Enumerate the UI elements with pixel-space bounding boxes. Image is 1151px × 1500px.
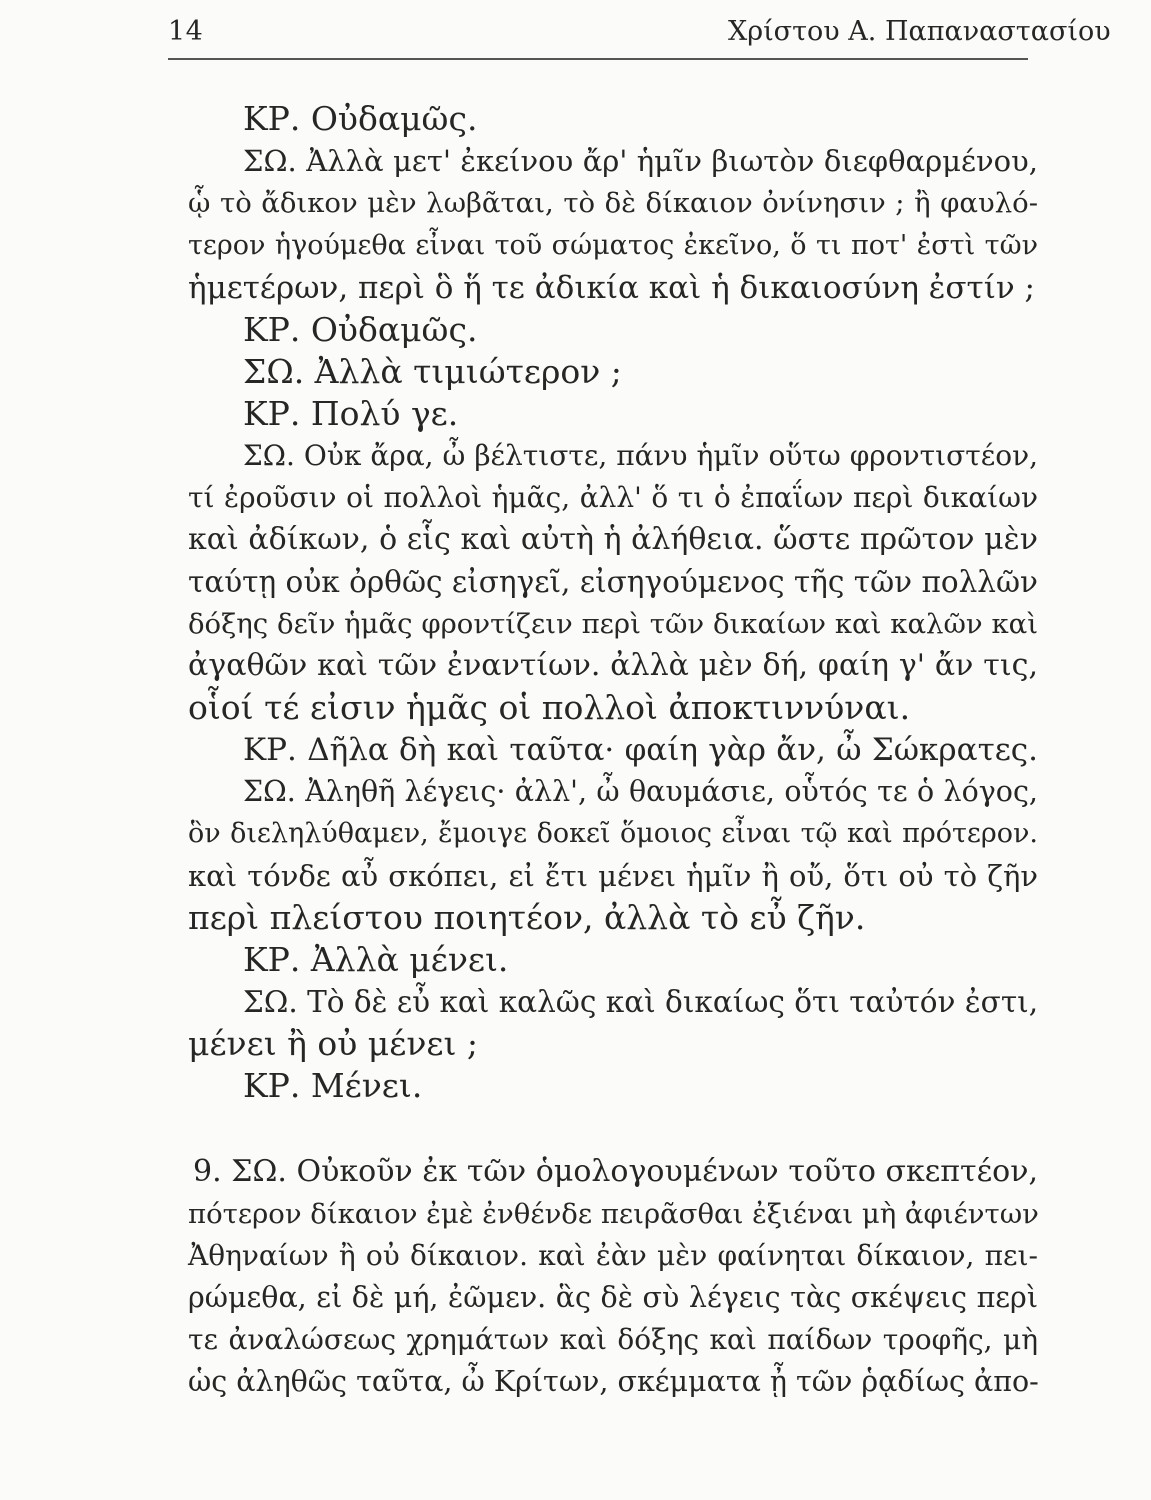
text-line: τί ἐροῦσιν οἱ πολλοὶ ἡμᾶς, ἀλλ' ὅ τι ὁ ἐπαΐων περὶ δικαίων — [188, 481, 1038, 514]
text-line: ταύτῃ οὐκ ὀρθῶς εἰσηγεῖ, εἰσηγούμενος τῆς τῶν πολλῶν — [188, 565, 1038, 599]
page-number: 14 — [168, 16, 204, 47]
text-line: ρώμεθα, εἰ δὲ μή, ἐῶμεν. ἃς δὲ σὺ λέγεις τὰς σκέψεις περὶ — [188, 1281, 1038, 1314]
text-line: ΚΡ. Ἀλλὰ μένει. — [243, 940, 509, 979]
text-line: καὶ τόνδε αὖ σκόπει, εἰ ἔτι μένει ἡμῖν ἢ οὔ, ὅτι οὐ τὸ ζῆν — [188, 859, 1038, 893]
text-line: ΚΡ. Οὐδαμῶς. — [243, 99, 478, 138]
text-line: οἷοί τέ εἰσιν ἡμᾶς οἱ πολλοὶ ἀποκτιννύναι. — [188, 688, 911, 727]
text-line: ὃν διεληλύθαμεν, ἔμοιγε δοκεῖ ὅμοιος εἶναι τῷ καὶ πρότερον. — [188, 818, 1038, 849]
text-line: ὡς ἀληθῶς ταῦτα, ὦ Κρίτων, σκέμματα ᾖ τῶν ῥᾳδίως ἀπο- — [188, 1365, 1039, 1398]
text-line: ΣΩ. Ἀλλὰ τιμιώτερον ; — [243, 352, 622, 391]
running-title: Χρίστου Α. Παπαναστασίου — [728, 16, 1111, 47]
text-line: ΚΡ. Μένει. — [243, 1066, 423, 1105]
text-line: καὶ ἀδίκων, ὁ εἷς καὶ αὐτὴ ἡ ἀλήθεια. ὥστε πρῶτον μὲν — [188, 522, 1038, 557]
text-line: ᾧ τὸ ἄδικον μὲν λωβᾶται, τὸ δὲ δίκαιον ὀνίνησιν ; ἢ φαυλό- — [188, 187, 1038, 219]
text-line: ΣΩ. Ἀληθῆ λέγεις· ἀλλ', ὦ θαυμάσιε, οὗτός τε ὁ λόγος, — [243, 775, 1038, 808]
text-line: ΣΩ. Τὸ δὲ εὖ καὶ καλῶς καὶ δικαίως ὅτι ταὐτόν ἐστι, — [243, 985, 1039, 1019]
text-line: ΚΡ. Πολύ γε. — [243, 394, 459, 433]
text-line: περὶ πλείστου ποιητέον, ἀλλὰ τὸ εὖ ζῆν. — [188, 898, 866, 937]
text-line: ΣΩ. Οὐκ ἄρα, ὦ βέλτιστε, πάνυ ἡμῖν οὕτω φροντιστέον, — [243, 439, 1038, 472]
text-line: ἀγαθῶν καὶ τῶν ἐναντίων. ἀλλὰ μὲν δή, φαίη γ' ἄν τις, — [188, 648, 1038, 683]
text-line: ἡμετέρων, περὶ ὃ ἥ τε ἀδικία καὶ ἡ δικαιοσύνη ἐστίν ; — [188, 270, 1036, 306]
text-line: δόξης δεῖν ἡμᾶς φροντίζειν περὶ τῶν δικαίων καὶ καλῶν καὶ — [188, 608, 1038, 640]
header-divider — [168, 58, 1028, 60]
text-line: ΚΡ. Δῆλα δὴ καὶ ταῦτα· φαίη γὰρ ἄν, ὦ Σώκρατες. — [243, 732, 1038, 768]
text-line: Ἀθηναίων ἢ οὐ δίκαιον. καὶ ἐὰν μὲν φαίνηται δίκαιον, πει- — [188, 1239, 1038, 1272]
text-line: ΚΡ. Οὐδαμῶς. — [243, 310, 478, 349]
text-line: τερον ἡγούμεθα εἶναι τοῦ σώματος ἐκεῖνο, ὅ τι ποτ' ἐστὶ τῶν — [188, 230, 1038, 261]
text-line: ΣΩ. Ἀλλὰ μετ' ἐκείνου ἄρ' ἡμῖν βιωτὸν διεφθαρμένου, — [243, 144, 1038, 178]
text-line: μένει ἢ οὐ μένει ; — [188, 1024, 479, 1063]
text-line: τε ἀναλώσεως χρημάτων καὶ δόξης καὶ παίδων τροφῆς, μὴ — [188, 1323, 1038, 1356]
text-line: πότερον δίκαιον ἐμὲ ἐνθένδε πειρᾶσθαι ἐξιέναι μὴ ἀφιέντων — [188, 1198, 1039, 1230]
text-line: 9. ΣΩ. Οὐκοῦν ἐκ τῶν ὁμολογουμένων τοῦτο σκεπτέον, — [193, 1154, 1038, 1189]
